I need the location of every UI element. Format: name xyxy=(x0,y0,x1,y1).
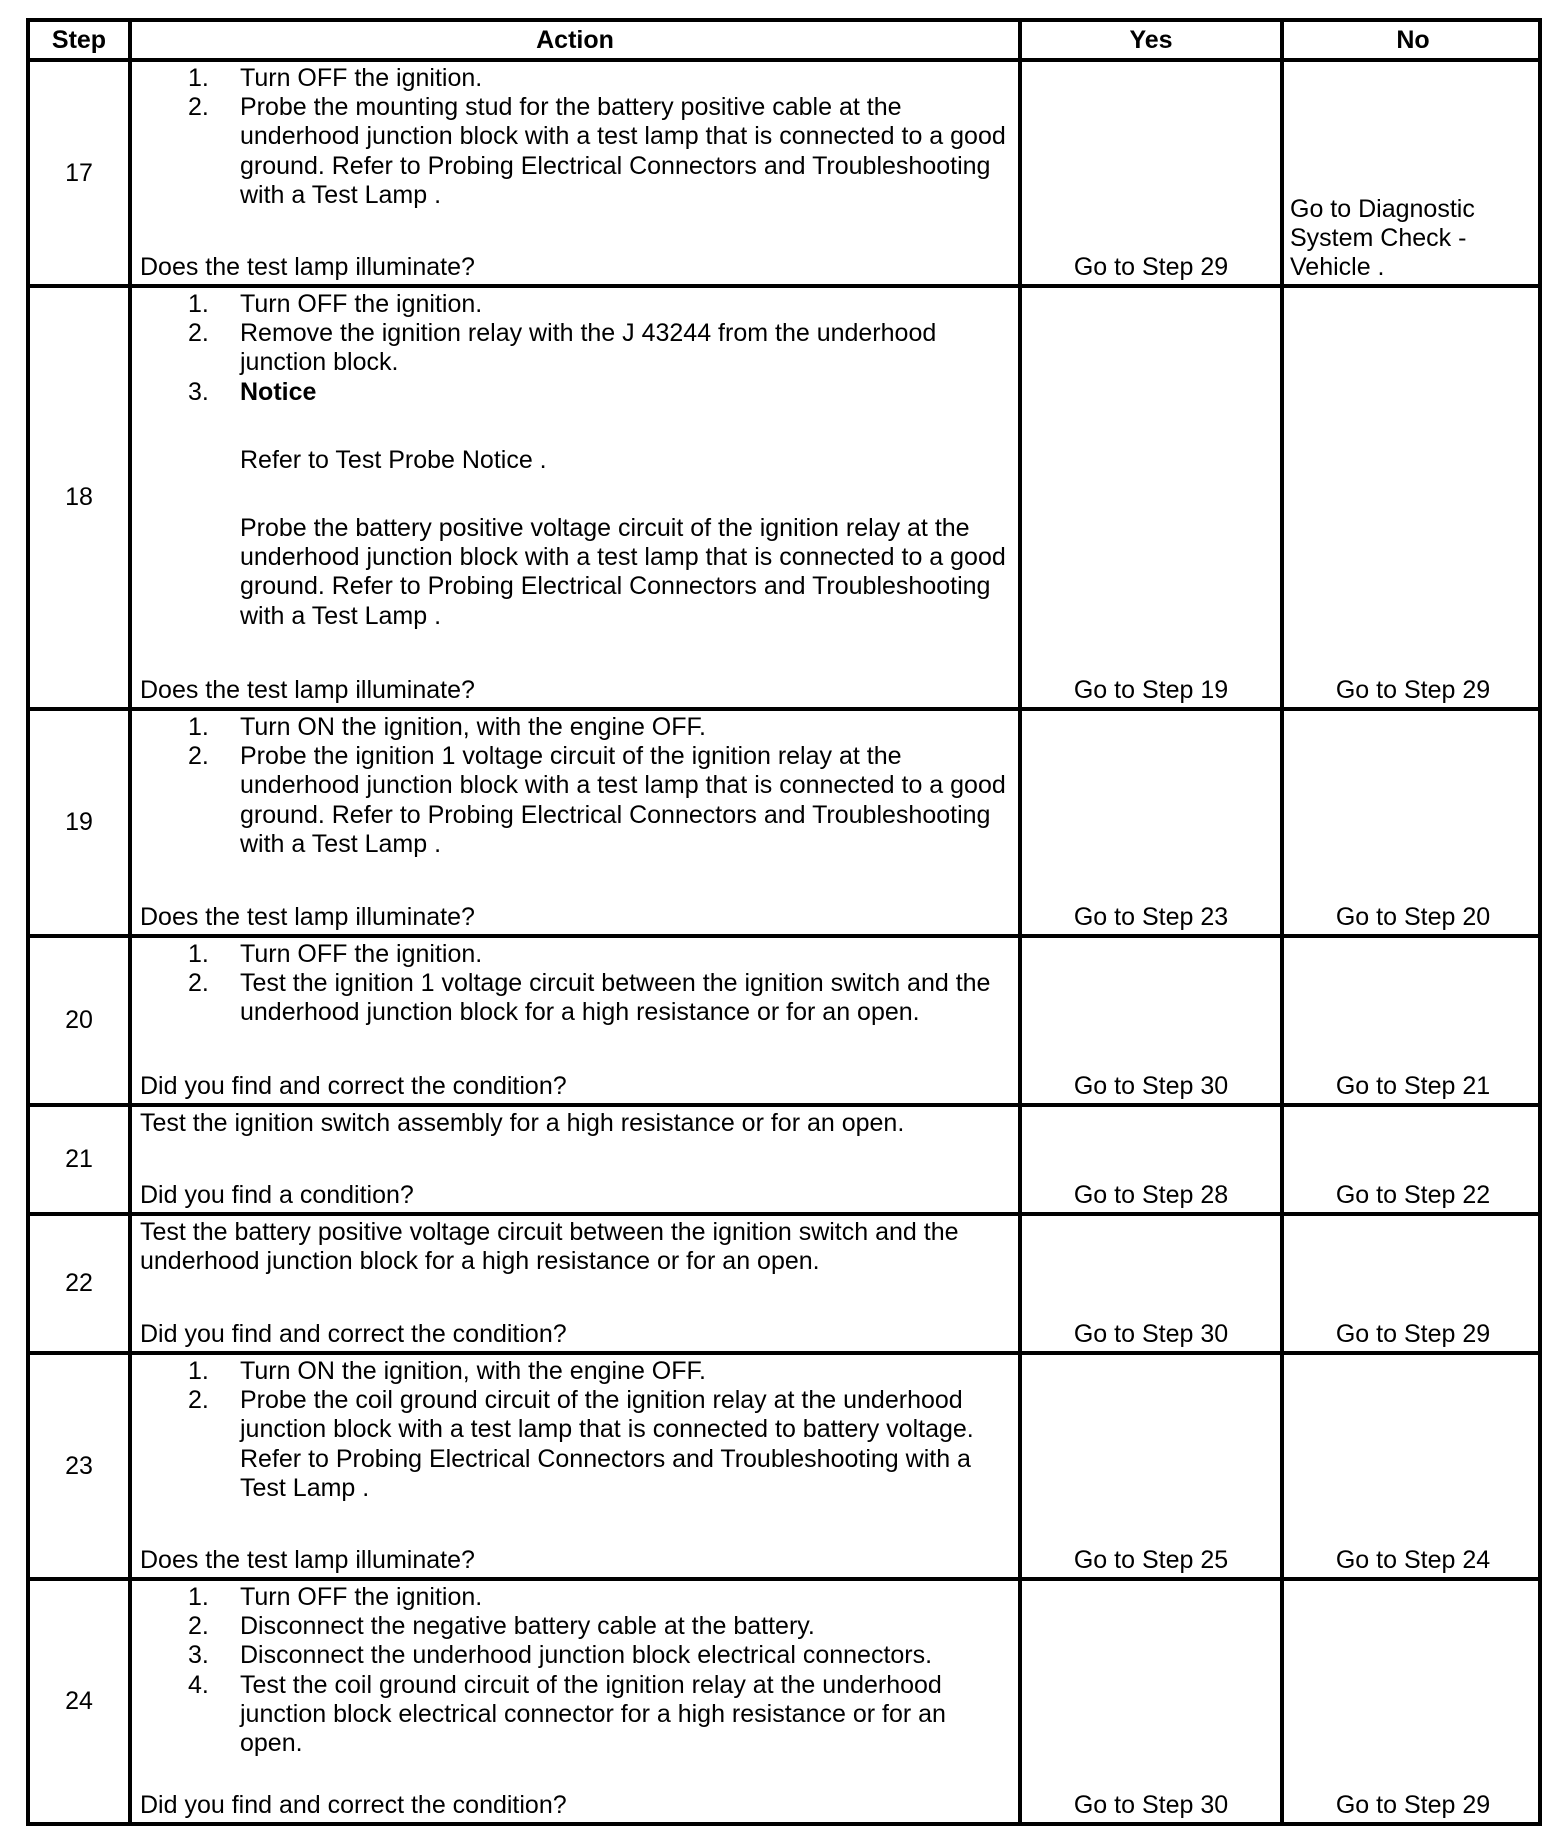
diagnostic-table xyxy=(26,18,1542,1826)
question: Did you find a condition? xyxy=(140,1181,414,1209)
step-number: 24 xyxy=(65,1687,93,1715)
list-item: 2. Probe the mounting stud for the battery positive cable at the underhood junction block with a test lamp that is connected to a good ground. Refer to Probing Electrical Connectors and Troubleshooting with a Test Lamp . xyxy=(188,93,1006,209)
list-item: 2. Probe the coil ground circuit of the ignition relay at the underhood junction block with a test lamp that is connected to battery voltage. Refer to Probing Electrical Connectors and Troubleshooting with a Test Lamp . xyxy=(188,1386,974,1502)
step-number: 22 xyxy=(65,1269,93,1297)
question: Does the test lamp illuminate? xyxy=(140,903,475,931)
no-answer: Go to Step 24 xyxy=(1335,1546,1491,1574)
yes-answer: Go to Step 30 xyxy=(1073,1072,1229,1100)
header-action: Action xyxy=(536,25,614,54)
notice-reference: Refer to Test Probe Notice . xyxy=(240,445,547,474)
no-answer: Go to Step 22 xyxy=(1335,1181,1491,1209)
list-item: 2. Test the ignition 1 voltage circuit between the ignition switch and the underhood junction block for a high resistance or for an open. xyxy=(188,969,991,1027)
header-no: No xyxy=(1396,25,1430,54)
no-answer: Go to Step 29 xyxy=(1335,676,1491,704)
list-item: 1. Turn ON the ignition, with the engine OFF. xyxy=(188,713,706,741)
step-number: 17 xyxy=(65,158,93,187)
no-answer: Go to Step 20 xyxy=(1335,903,1491,931)
yes-answer: Go to Step 30 xyxy=(1073,1791,1229,1819)
action-cell xyxy=(132,288,1018,707)
yes-answer: Go to Step 23 xyxy=(1073,903,1229,931)
list-item: 4. Test the coil ground circuit of the ignition relay at the underhood junction block electrical connector for a high resistance or for an open. xyxy=(188,1670,946,1758)
yes-answer: Go to Step 29 xyxy=(1073,253,1229,281)
action-cell xyxy=(132,62,1018,284)
action-cell xyxy=(132,938,1018,1103)
no-answer: Go to Step 29 xyxy=(1335,1320,1491,1348)
list-item: 2. Disconnect the negative battery cable at the battery. xyxy=(188,1612,815,1641)
action-text: Test the ignition switch assembly for a high resistance or for an open. xyxy=(140,1109,905,1137)
no-answer: Go to Diagnostic System Check - Vehicle . xyxy=(1290,195,1475,281)
list-item: 2. Remove the ignition relay with the J 43244 from the underhood junction block. xyxy=(188,319,937,377)
step-number: 20 xyxy=(65,1006,93,1034)
no-answer: Go to Step 29 xyxy=(1335,1791,1491,1819)
question: Does the test lamp illuminate? xyxy=(140,676,475,704)
list-item: 1. Turn OFF the ignition. xyxy=(188,940,483,968)
action-cell xyxy=(132,1355,1018,1577)
action-cell xyxy=(132,1107,1018,1212)
step-number: 18 xyxy=(65,483,93,511)
no-answer: Go to Step 21 xyxy=(1335,1072,1491,1100)
action-cell xyxy=(132,1581,1018,1822)
yes-answer: Go to Step 19 xyxy=(1073,676,1229,704)
action-text: underhood junction block for a high resistance or for an open. xyxy=(140,1247,820,1276)
question: Did you find and correct the condition? xyxy=(140,1791,567,1819)
question: Did you find and correct the condition? xyxy=(140,1072,567,1100)
yes-answer: Go to Step 28 xyxy=(1073,1181,1229,1209)
question: Did you find and correct the condition? xyxy=(140,1320,567,1348)
question: Does the test lamp illuminate? xyxy=(140,1546,475,1574)
header-step: Step xyxy=(51,25,107,54)
list-item: 3. Disconnect the underhood junction block electrical connectors. xyxy=(188,1641,933,1670)
header-yes: Yes xyxy=(1129,25,1173,54)
step-number: 23 xyxy=(65,1451,93,1480)
list-item: 1. Turn ON the ignition, with the engine OFF. xyxy=(188,1357,706,1385)
probe-instruction: Probe the battery positive voltage circuit of the ignition relay at the underhood junction block with a test lamp that is connected to a good ground. Refer to Probing Electrical Connectors and Troubleshooting with a Test Lamp . xyxy=(240,514,1006,630)
list-item: 1. Turn OFF the ignition. xyxy=(188,1583,483,1611)
list-item: 1. Turn OFF the ignition. xyxy=(188,64,483,92)
action-cell xyxy=(132,711,1018,934)
action-text: Test the battery positive voltage circuit between the ignition switch and the xyxy=(140,1218,959,1246)
action-cell xyxy=(132,1216,1018,1351)
yes-answer: Go to Step 25 xyxy=(1073,1546,1229,1574)
list-item: 3. Notice xyxy=(188,377,317,406)
list-item: 2. Probe the ignition 1 voltage circuit of the ignition relay at the underhood junction block with a test lamp that is connected to a good ground. Refer to Probing Electrical Connectors and Troubleshooting with a Test Lamp . xyxy=(188,742,1006,858)
question: Does the test lamp illuminate? xyxy=(140,253,475,281)
list-item: 1. Turn OFF the ignition. xyxy=(188,290,483,318)
step-number: 19 xyxy=(65,808,93,836)
yes-answer: Go to Step 30 xyxy=(1073,1320,1229,1348)
step-number: 21 xyxy=(65,1145,93,1173)
